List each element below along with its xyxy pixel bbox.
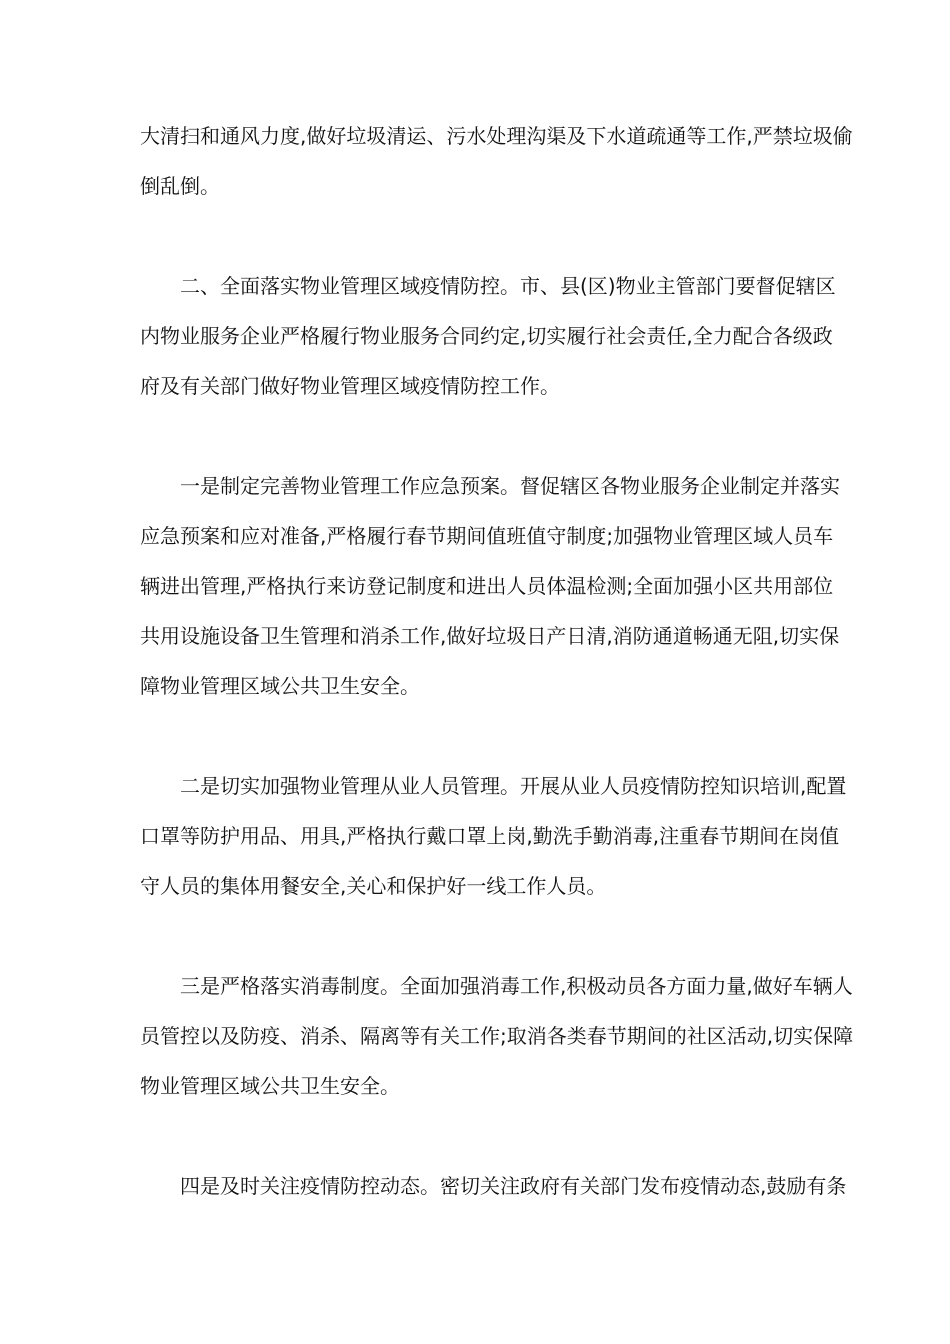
item-heading-line: 三是严格落实消毒制度。全面加强消毒工作,积极动员各方面力量,做好车辆人 bbox=[180, 974, 853, 998]
text-line: 守人员的集体用餐安全,关心和保护好一线工作人员。 bbox=[140, 874, 607, 898]
item-heading-line: 四是及时关注疫情防控动态。密切关注政府有关部门发布疫情动态,鼓励有条 bbox=[180, 1174, 847, 1198]
section-heading-line: 二、全面落实物业管理区域疫情防控。市、县(区)物业主管部门要督促辖区 bbox=[180, 274, 836, 298]
text-line: 口罩等防护用品、用具,严格执行戴口罩上岗,勤洗手勤消毒,注重春节期间在岗值 bbox=[140, 824, 840, 848]
item-heading-line: 二是切实加强物业管理从业人员管理。开展从业人员疫情防控知识培训,配置 bbox=[180, 774, 847, 798]
text-line: 辆进出管理,严格执行来访登记制度和进出人员体温检测;全面加强小区共用部位 bbox=[140, 574, 834, 598]
text-line: 障物业管理区域公共卫生安全。 bbox=[140, 674, 420, 698]
text-line: 共用设施设备卫生管理和消杀工作,做好垃圾日产日清,消防通道畅通无阻,切实保 bbox=[140, 624, 840, 648]
text-line: 大清扫和通风力度,做好垃圾清运、污水处理沟渠及下水道疏通等工作,严禁垃圾偷 bbox=[140, 124, 853, 148]
text-line: 倒乱倒。 bbox=[140, 174, 220, 198]
text-line: 府及有关部门做好物业管理区域疫情防控工作。 bbox=[140, 374, 560, 398]
item-heading-line: 一是制定完善物业管理工作应急预案。督促辖区各物业服务企业制定并落实 bbox=[180, 474, 840, 498]
text-line: 员管控以及防疫、消杀、隔离等有关工作;取消各类春节期间的社区活动,切实保障 bbox=[140, 1024, 854, 1048]
text-line: 应急预案和应对准备,严格履行春节期间值班值守制度;加强物业管理区域人员车 bbox=[140, 524, 834, 548]
text-line: 物业管理区域公共卫生安全。 bbox=[140, 1074, 400, 1098]
text-line: 内物业服务企业严格履行物业服务合同约定,切实履行社会责任,全力配合各级政 bbox=[140, 324, 833, 348]
